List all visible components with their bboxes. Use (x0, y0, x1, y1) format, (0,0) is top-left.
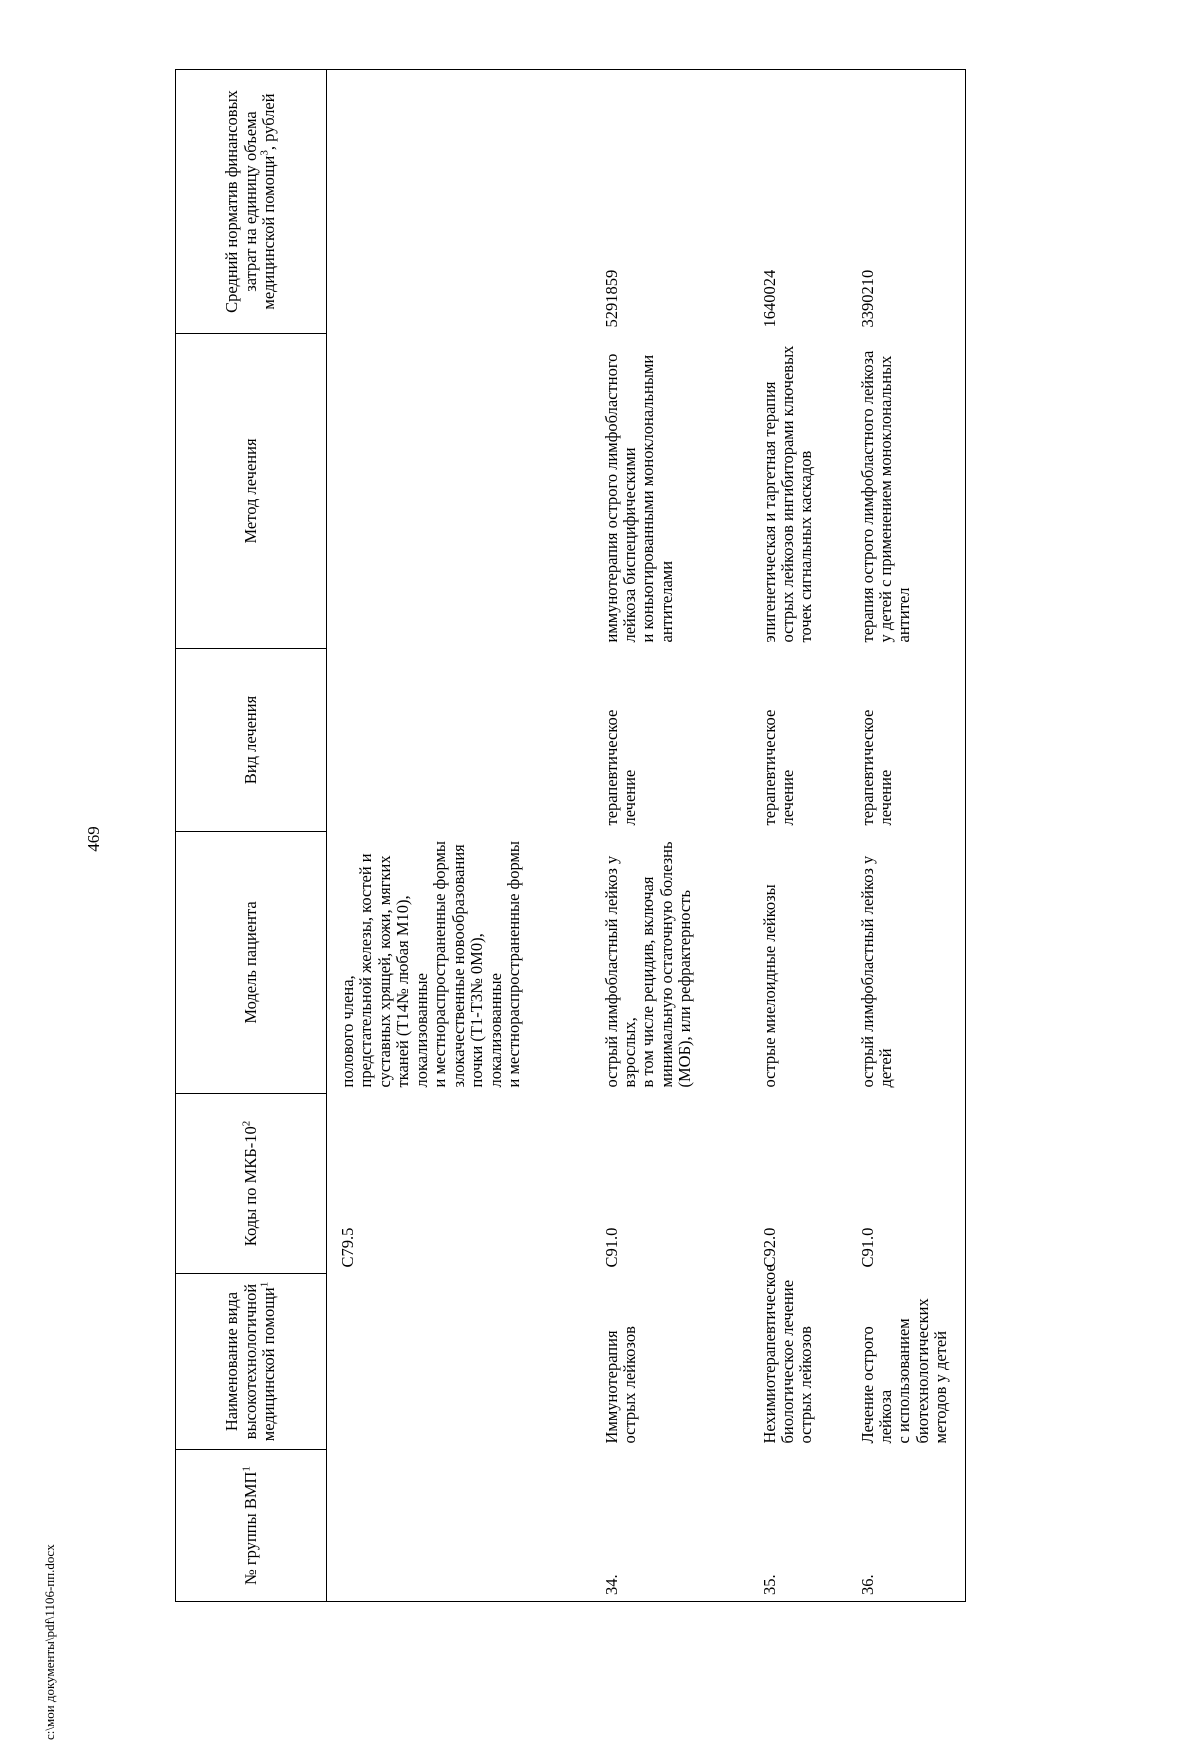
header-treatment-method: Метод лечения (176, 334, 327, 649)
cell-treatment-type: терапевтическое лечение (859, 649, 966, 832)
table-wrapper (175, 70, 1200, 1602)
footer-file-path: c:\мои документы\pdf\1106-пп.docx (42, 1544, 57, 1740)
cell-cost: 3390210 (859, 70, 966, 334)
cell-icd: C91.0 (601, 1227, 621, 1268)
table-row (761, 70, 859, 1602)
header-name: Наименование вида высокотехнологичной медицинской помощи$^1$ (176, 1274, 327, 1450)
table-row (859, 70, 966, 1602)
table-header (176, 70, 327, 1602)
cell-patient-model: острый лимфобластный лейкоз у взрослых, в том числе рецидив, включая минимальную остаточную болезнь (МОБ), или рефрактерность (601, 841, 695, 1088)
cell-group-no: 36. (859, 1450, 966, 1602)
header-cost: Средний норматив финансовых затрат на единицу объема медицинской помощи$^3$, рублей (176, 70, 327, 334)
cell-patient-model: полового члена, предстательной железы, костей и суставных хрящей, кожи, мягких тканей (T14№ любая M10), локализованные и местнораспространенные формы злокачественные новообразования почки (T1-T3№ 0M0), локализованные и местнораспространенные формы (338, 840, 524, 1088)
cell-cost: 5291859 (603, 70, 761, 334)
vmp-table (175, 69, 966, 1602)
cell-icd: C79.5 (338, 1227, 357, 1268)
cell-treatment-method (327, 334, 603, 649)
cell-group-no: 35. (761, 1450, 859, 1602)
header-patient-model: Модель пациента (176, 832, 327, 1094)
cell-name: Лечение острого лейкоза с использованием биотехнологических методов у детей (859, 1274, 966, 1450)
header-treatment-type: Вид лечения (176, 649, 327, 832)
cell-treatment-type: терапевтическое лечение (601, 709, 639, 826)
cell-group-no (327, 1450, 603, 1602)
cell-icd: C92.0 (759, 1227, 779, 1268)
table-row (603, 70, 761, 1602)
cell-name: Иммунотерапия острых лейкозов (601, 1326, 639, 1444)
cell-group-no: 34. (603, 1450, 761, 1602)
table-row (327, 70, 603, 1602)
header-group-no: № группы ВМП$^1$ (176, 1450, 327, 1602)
cell-treatment-method: терапия острого лимфобластного лейкоза у детей с применением моноклональных антител (859, 334, 966, 649)
cell-treatment-type (327, 649, 603, 832)
cell-treatment-type: терапевтическое лечение (759, 709, 797, 826)
cell-patient-model: острый лимфобластный лейкоз у детей (859, 832, 966, 1094)
cell-treatment-method: эпигенетическая и таргетная терапия острых лейкозов ингибиторами ключевых точек сигнальных каскадов (759, 345, 816, 643)
cell-patient-model: острые миелоидные лейкозы (759, 884, 779, 1088)
cell-treatment-method: иммунотерапия острого лимфобластного лейкоза биспецифическими и коньюгированными моноклональными антителами (601, 353, 676, 643)
cell-icd: C91.0 (859, 1094, 966, 1274)
cell-name (327, 1274, 603, 1450)
page-number: 469 (84, 826, 103, 852)
cell-cost: 1640024 (761, 70, 859, 334)
cell-cost (327, 70, 603, 334)
header-icd-codes: Коды по МКБ-$10^2$ (176, 1094, 327, 1274)
cell-name: Нехимиотерапевтическое биологическое лечение острых лейкозов (759, 1264, 816, 1444)
